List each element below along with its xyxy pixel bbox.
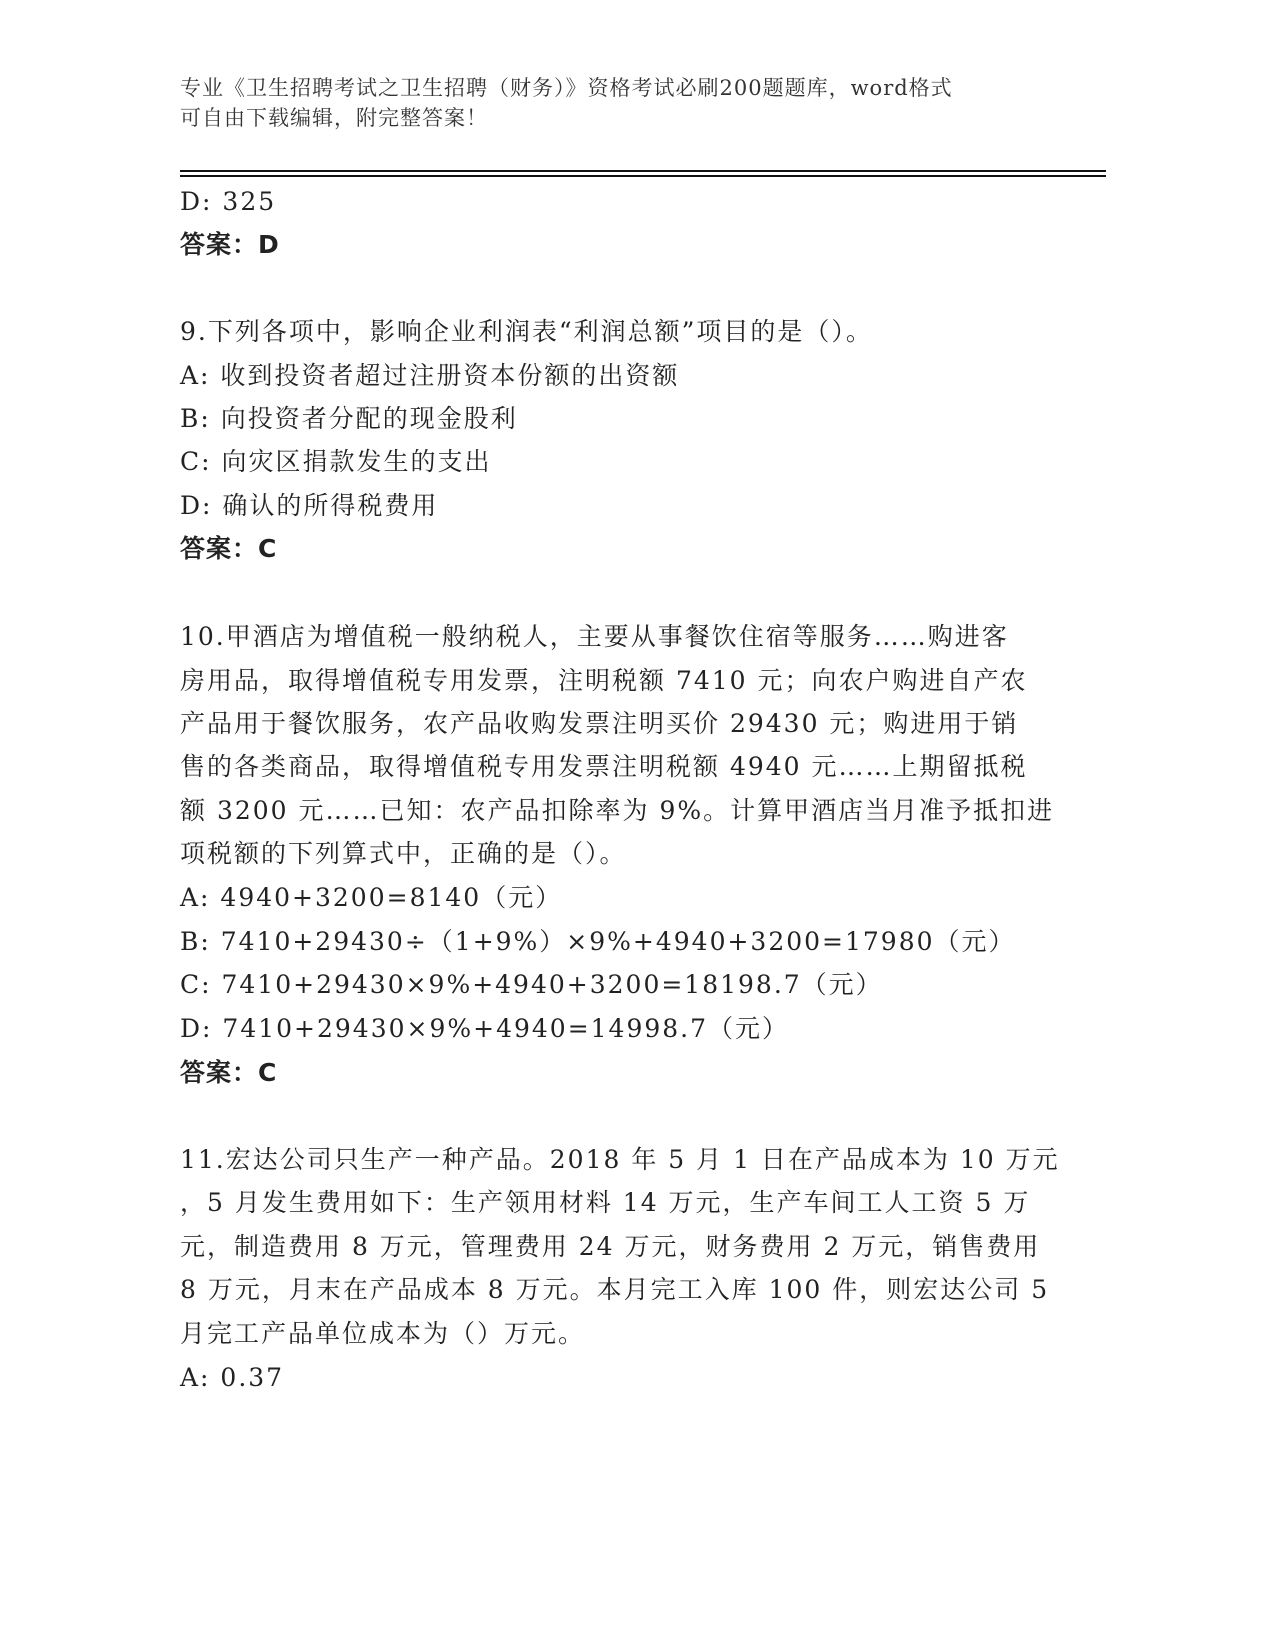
q11-option-a: A: 0.37 <box>180 1363 285 1392</box>
q11-question-line: 元，制造费用 8 万元，管理费用 24 万元，财务费用 2 万元，销售费用 <box>180 1232 1041 1261</box>
q9-question: 9.下列各项中，影响企业利润表“利润总额”项目的是（）。 <box>180 317 873 346</box>
header-divider-top <box>180 170 1106 172</box>
q9-option-b: B: 向投资者分配的现金股利 <box>180 404 518 433</box>
q10-question-line: 房用品，取得增值税专用发票，注明税额 7410 元；向农户购进自产农 <box>180 666 1028 695</box>
q11-question-line: 月完工产品单位成本为（）万元。 <box>180 1319 586 1348</box>
q10-option-a: A: 4940+3200=8140（元） <box>180 883 563 912</box>
q11-question-line: ，5 月发生费用如下：生产领用材料 14 万元，生产车间工人工资 5 万 <box>180 1188 1031 1217</box>
q11-question-line: 11.宏达公司只生产一种产品。2018 年 5 月 1 日在产品成本为 10 万元 <box>180 1145 1060 1174</box>
q10-question-line: 售的各类商品，取得增值税专用发票注明税额 4940 元……上期留抵税 <box>180 752 1028 781</box>
q10-question-line: 10.甲酒店为增值税一般纳税人，主要从事餐饮住宿等服务……购进客 <box>180 622 1009 651</box>
q8-option-d: D: 325 <box>180 187 277 216</box>
q9-answer: 答案：C <box>180 534 278 563</box>
q10-question-line: 产品用于餐饮服务，农产品收购发票注明买价 29430 元；购进用于销 <box>180 709 1019 738</box>
q10-option-d: D: 7410+29430×9%+4940=14998.7（元） <box>180 1014 790 1043</box>
doc-header-line-2: 可自由下载编辑，附完整答案！ <box>180 106 488 130</box>
q11-question-line: 8 万元，月末在产品成本 8 万元。本月完工入库 100 件，则宏达公司 5 <box>180 1275 1050 1304</box>
q10-answer: 答案：C <box>180 1058 278 1087</box>
q9-option-c: C: 向灾区捐款发生的支出 <box>180 447 492 476</box>
doc-header-line-1: 专业《卫生招聘考试之卫生招聘（财务）》资格考试必刷200题题库，word格式 <box>180 76 953 100</box>
q8-answer: 答案：D <box>180 230 280 259</box>
q10-option-c: C: 7410+29430×9%+4940+3200=18198.7（元） <box>180 970 883 999</box>
q10-option-b: B: 7410+29430÷（1+9%）×9%+4940+3200=17980（元） <box>180 927 1016 956</box>
q9-option-a: A: 收到投资者超过注册资本份额的出资额 <box>180 361 680 390</box>
header-divider-bottom <box>180 175 1106 177</box>
q10-question-line: 额 3200 元……已知：农产品扣除率为 9%。计算甲酒店当月准予抵扣进 <box>180 796 1055 825</box>
q10-question-line: 项税额的下列算式中，正确的是（）。 <box>180 839 627 868</box>
q9-option-d: D: 确认的所得税费用 <box>180 491 439 520</box>
